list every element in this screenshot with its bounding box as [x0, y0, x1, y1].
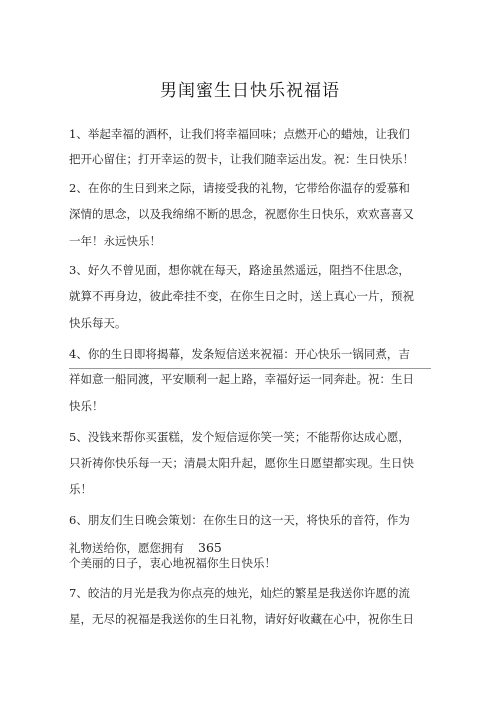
number-365: 365: [198, 540, 222, 555]
text-line: 4、你的生日即将揭幕，发条短信送来祝福：开心快乐一锅同煮，吉: [69, 347, 410, 361]
text-fragment: 礼物送给你，愿您拥有: [69, 541, 184, 555]
text-line: 快乐！: [69, 399, 104, 413]
text-line: 一年！永远快乐！: [69, 234, 161, 248]
document-title: 男闺蜜生日快乐祝福语: [160, 81, 340, 101]
text-line: 乐！: [69, 482, 92, 496]
text-line: 深情的思念，以及我绵绵不断的思念，祝愿你生日快乐，欢欢喜喜又: [69, 207, 414, 221]
text-line: 个美丽的日子，衷心地祝福你生日快乐！: [69, 556, 276, 570]
text-line: 2、在你的生日到来之际，请接受我的礼物，它带给你温存的爱慕和: [69, 181, 410, 195]
text-line: 祥如意一船同渡，平安顺利一起上路，幸福好运一同奔赴。祝：生日: [69, 372, 414, 386]
text-line: 只祈祷你快乐每一天；清晨太阳升起，愿你生日愿望都实现。生日快: [69, 456, 414, 470]
text-line: 星，无尽的祝福是我送你的生日礼物，请好好收藏在心中，祝你生日: [69, 612, 414, 626]
text-line: 1、举起幸福的酒杯，让我们将幸福回味；点燃开心的蜡烛，让我们: [69, 127, 410, 141]
horizontal-rule: [69, 368, 431, 369]
text-line: 就算不再身边，彼此牵挂不变，在你生日之时，送上真心一片，预祝: [69, 289, 414, 303]
text-line: 3、好久不曾见面，想你就在每天，路途虽然遥远，阻挡不住思念，: [69, 263, 410, 277]
text-line: 5、没钱来帮你买蛋糕，发个短信逗你笑一笑；不能帮你达成心愿，: [69, 430, 410, 444]
text-line: 快乐每天。: [69, 316, 127, 330]
text-line-with-number: [69, 540, 222, 556]
text-line: 7、皎洁的月光是我为你点亮的烛光，灿烂的繁星是我送你许愿的流: [69, 586, 410, 600]
text-line: 6、朋友们生日晚会策划：在你生日的这一天，将快乐的音符，作为: [69, 513, 410, 527]
text-line: 把开心留住；打开幸运的贺卡，让我们随幸运出发。祝：生日快乐！: [69, 152, 414, 166]
